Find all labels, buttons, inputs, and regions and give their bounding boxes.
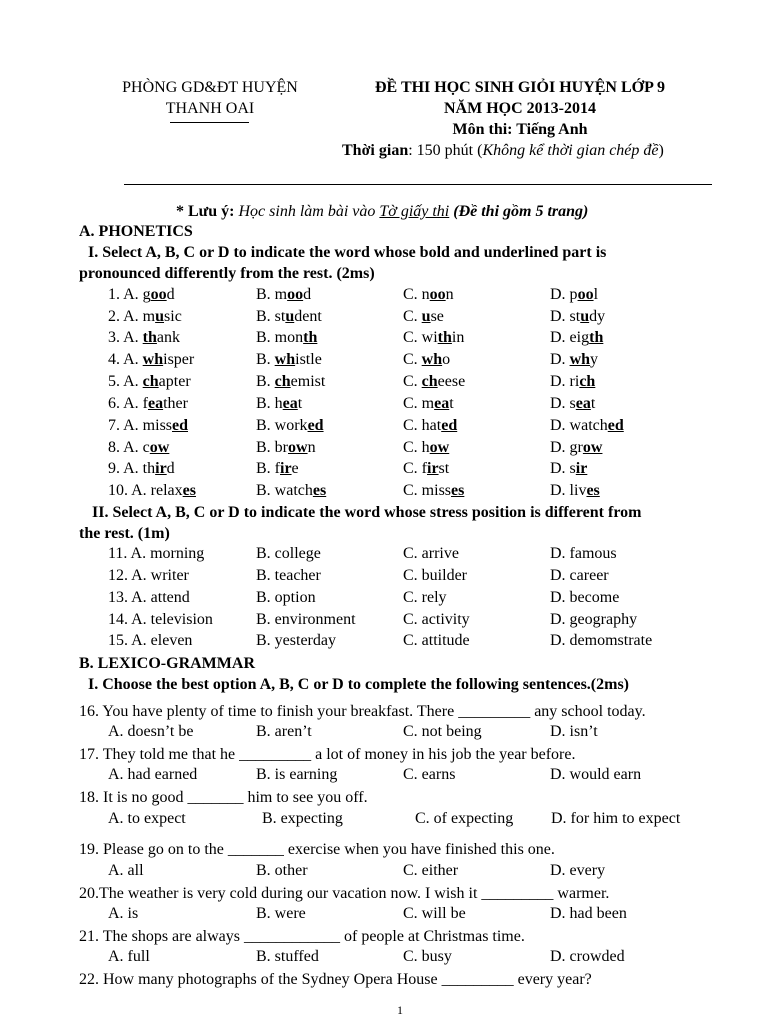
question-17: 17. They told me that he _________ a lot of money in his job the year before. <box>79 746 576 763</box>
option: 6. A. feather <box>108 395 188 412</box>
question-22: 22. How many photographs of the Sydney Opera House _________ every year? <box>79 971 592 988</box>
subject: Môn thi: Tiếng Anh <box>452 121 588 138</box>
part2-instruction-line1: II. Select A, B, C or D to indicate the word whose stress position is different from <box>92 504 642 521</box>
option: B. brown <box>256 439 316 456</box>
option: 10. A. relaxes <box>108 482 196 499</box>
phonetics-row-10 <box>0 482 768 503</box>
q21-options <box>0 948 768 969</box>
option: B. yesterday <box>256 632 336 649</box>
option: 5. A. chapter <box>108 373 191 390</box>
option: 8. A. cow <box>108 439 170 456</box>
option: D. rich <box>550 373 596 390</box>
option: C. cheese <box>403 373 466 390</box>
section-b-part1-instruction: I. Choose the best option A, B, C or D to complete the following sentences.(2ms) <box>88 676 629 693</box>
option: 15. A. eleven <box>108 632 193 649</box>
option: B. college <box>256 545 321 562</box>
option: C. noon <box>403 286 454 303</box>
time-value: : 150 phút ( <box>408 142 483 159</box>
header-left-line1: PHÒNG GD&ĐT HUYỆN <box>122 79 298 96</box>
option: A. all <box>108 862 144 879</box>
option: C. earns <box>403 766 456 783</box>
note-underlined: Tờ giấy thi <box>379 203 450 220</box>
phonetics-row-2 <box>0 308 768 329</box>
option: D. every <box>550 862 606 879</box>
phonetics-row-5 <box>0 373 768 394</box>
phonetics-row-4 <box>0 351 768 372</box>
option: B. chemist <box>256 373 326 390</box>
option: B. fire <box>256 460 299 477</box>
option: C. meat <box>403 395 454 412</box>
option: C. arrive <box>403 545 459 562</box>
exam-title: ĐỀ THI HỌC SINH GIỎI HUYỆN LỚP 9 <box>375 79 665 96</box>
option: B. month <box>256 329 318 346</box>
phonetics-row-8 <box>0 439 768 460</box>
option: A. had earned <box>108 766 198 783</box>
option: D. isn’t <box>550 723 598 740</box>
phonetics-row-9 <box>0 460 768 481</box>
option: C. rely <box>403 589 447 606</box>
option: C. use <box>403 308 444 325</box>
option: B. worked <box>256 417 324 434</box>
option: 14. A. television <box>108 611 213 628</box>
q16-options <box>0 723 768 744</box>
option: D. watched <box>550 417 624 434</box>
option: B. aren’t <box>256 723 312 740</box>
option: C. attitude <box>403 632 470 649</box>
option: D. study <box>550 308 606 325</box>
phonetics-row-7 <box>0 417 768 438</box>
option: D. demomstrate <box>550 632 653 649</box>
option: C. misses <box>403 482 465 499</box>
option: C. activity <box>403 611 470 628</box>
option: D. crowded <box>550 948 625 965</box>
option: C. busy <box>403 948 452 965</box>
section-b-title: B. LEXICO-GRAMMAR <box>79 655 255 672</box>
part1-instruction-line2: pronounced differently from the rest. (2ms) <box>79 265 375 282</box>
option: B. watches <box>256 482 327 499</box>
option: 4. A. whisper <box>108 351 195 368</box>
stress-row <box>0 611 768 632</box>
option: D. grow <box>550 439 603 456</box>
option: C. within <box>403 329 465 346</box>
option: A. is <box>108 905 139 922</box>
page-number: 1 <box>397 1003 403 1017</box>
option: A. full <box>108 948 150 965</box>
option: B. other <box>256 862 308 879</box>
option: C. of expecting <box>415 810 514 827</box>
option: 3. A. thank <box>108 329 181 346</box>
option: D. for him to expect <box>551 810 681 827</box>
option: C. hated <box>403 417 458 434</box>
option: D. eigth <box>550 329 604 346</box>
stress-row <box>0 632 768 653</box>
q20-options <box>0 905 768 926</box>
option: C. not being <box>403 723 482 740</box>
option: B. environment <box>256 611 356 628</box>
option: C. either <box>403 862 459 879</box>
option: A. to expect <box>108 810 186 827</box>
time-note: Không kể thời gian chép đề <box>482 142 659 159</box>
phonetics-row-3 <box>0 329 768 350</box>
part2-instruction-line2: the rest. (1m) <box>79 525 170 542</box>
q17-options <box>0 766 768 787</box>
question-16: 16. You have plenty of time to finish your breakfast. There _________ any school today. <box>79 703 646 720</box>
option: 13. A. attend <box>108 589 190 606</box>
time-label: Thời gian <box>342 142 409 159</box>
option: 1. A. good <box>108 286 175 303</box>
option: B. expecting <box>262 810 343 827</box>
option: C. will be <box>403 905 466 922</box>
option: D. pool <box>550 286 599 303</box>
option: D. geography <box>550 611 638 628</box>
school-year: NĂM HỌC 2013-2014 <box>444 100 596 117</box>
part1-instruction-line1: I. Select A, B, C or D to indicate the word whose bold and underlined part is <box>88 244 607 261</box>
option: 9. A. third <box>108 460 175 477</box>
note-prefix: * Lưu ý: <box>176 203 239 220</box>
option: D. famous <box>550 545 617 562</box>
exam-time <box>342 142 664 160</box>
phonetics-row-6 <box>0 395 768 416</box>
header-left-line2: THANH OAI <box>165 100 255 117</box>
question-21: 21. The shops are always ____________ of people at Christmas time. <box>79 928 525 945</box>
option: A. doesn’t be <box>108 723 194 740</box>
stress-row <box>0 589 768 610</box>
option: B. option <box>256 589 316 606</box>
phonetics-row-1 <box>0 286 768 307</box>
option: B. is earning <box>256 766 338 783</box>
option: B. whistle <box>256 351 322 368</box>
option: C. first <box>403 460 450 477</box>
option: D. career <box>550 567 609 584</box>
question-20: 20.The weather is very cold during our vacation now. I wish it _________ warmer. <box>79 885 610 902</box>
header-left-underline <box>170 122 249 123</box>
option: D. why <box>550 351 599 368</box>
option: D. sir <box>550 460 588 477</box>
option: D. seat <box>550 395 596 412</box>
option: B. student <box>256 308 322 325</box>
option: 2. A. music <box>108 308 182 325</box>
option: D. had been <box>550 905 627 922</box>
stress-row <box>0 545 768 566</box>
q19-options <box>0 862 768 883</box>
option: B. heat <box>256 395 303 412</box>
header-divider <box>124 184 712 185</box>
option: D. would earn <box>550 766 642 783</box>
question-18: 18. It is no good _______ him to see you off. <box>79 789 368 806</box>
question-19: 19. Please go on to the _______ exercise when you have finished this one. <box>79 841 555 858</box>
q18-options <box>0 810 768 831</box>
option: B. were <box>256 905 306 922</box>
option: C. how <box>403 439 450 456</box>
option: C. who <box>403 351 451 368</box>
option: 12. A. writer <box>108 567 189 584</box>
exam-note <box>176 203 588 221</box>
option: B. stuffed <box>256 948 319 965</box>
option: B. teacher <box>256 567 321 584</box>
time-close: ) <box>658 142 664 159</box>
option: 7. A. missed <box>108 417 189 434</box>
note-pages: (Đề thi gồm 5 trang) <box>449 203 589 220</box>
option: B. mood <box>256 286 312 303</box>
option: C. builder <box>403 567 467 584</box>
option: 11. A. morning <box>108 545 205 562</box>
section-a-title: A. PHONETICS <box>79 223 193 240</box>
note-text: Học sinh làm bài vào <box>238 203 380 220</box>
option: D. lives <box>550 482 600 499</box>
stress-row <box>0 567 768 588</box>
option: D. become <box>550 589 620 606</box>
